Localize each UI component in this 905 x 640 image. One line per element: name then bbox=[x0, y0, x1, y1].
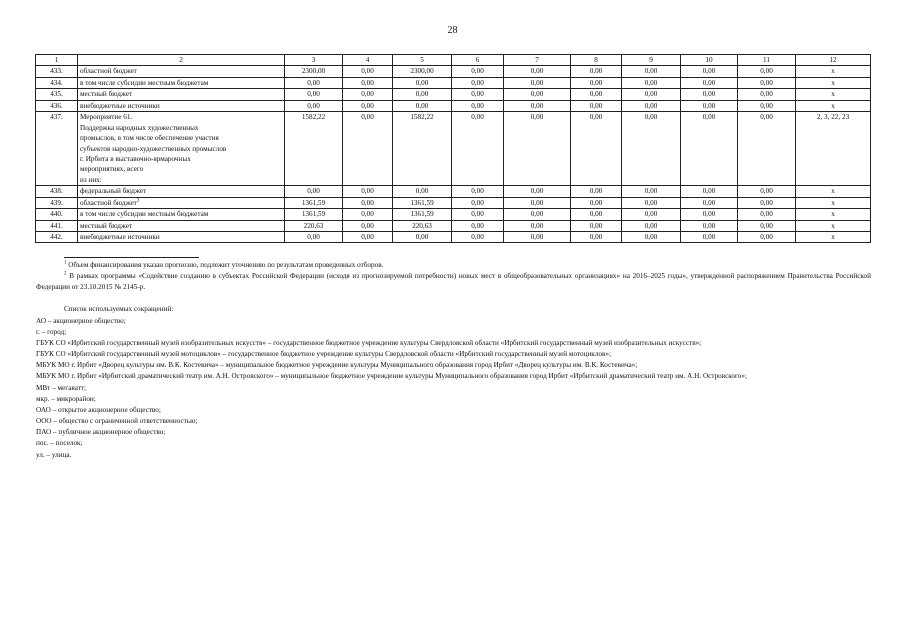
column-header: 2 bbox=[78, 55, 285, 66]
abbreviation-item: пос. – поселок; bbox=[36, 439, 83, 448]
value-cell: 0,00 bbox=[504, 100, 571, 111]
target-indicator-cell: х bbox=[796, 77, 871, 88]
row-name-line: мероприятиях, всего bbox=[80, 165, 144, 174]
value-cell: 0,00 bbox=[343, 89, 393, 100]
value-cell: 0,00 bbox=[285, 100, 343, 111]
abbreviation-item: МБУК МО г. Ирбит «Ирбитский драматический театр им. А.Н. Островского» – муниципальное бюджетное учреждение культуры Муниципального образования город Ирбит «Ирбитский драматический театр им. А.Н. Островского»; bbox=[36, 372, 747, 381]
value-cell: 0,00 bbox=[452, 220, 504, 231]
column-header: 3 bbox=[285, 55, 343, 66]
value-cell: 0,00 bbox=[452, 89, 504, 100]
value-cell: 0,00 bbox=[681, 89, 738, 100]
row-number: 437. bbox=[36, 112, 78, 186]
abbreviation-item: мкр. – микрорайон; bbox=[36, 394, 96, 403]
value-cell: 0,00 bbox=[622, 186, 681, 197]
row-number: 435. bbox=[36, 89, 78, 100]
footnote-2: $^2$ В рамках программы «Содействие созданию в субъектах Российской Федерации (исходя из прогнозируемой потребности) новых мест в общеобразовательных организациях» на 2016–2025 годы», утвержденной распоряжением Правительства Российской Федерации от 23.10.2015 № 2145-р. bbox=[36, 271, 871, 292]
value-cell: 0,00 bbox=[738, 112, 796, 186]
target-indicator-cell: х bbox=[796, 197, 871, 208]
value-cell: 0,00 bbox=[681, 112, 738, 186]
row-name bbox=[78, 89, 285, 100]
abbreviation-item: г. – город; bbox=[36, 327, 67, 336]
row-name-text: областной бюджет bbox=[80, 67, 137, 76]
value-cell: 1361,59 bbox=[393, 197, 452, 208]
footnote-mark: 3 bbox=[136, 198, 140, 204]
value-cell: 0,00 bbox=[343, 112, 393, 186]
target-indicator-cell: х bbox=[796, 232, 871, 243]
value-cell: 0,00 bbox=[393, 77, 452, 88]
column-header: 6 bbox=[452, 55, 504, 66]
value-cell: 0,00 bbox=[622, 112, 681, 186]
target-indicator-cell: х bbox=[796, 220, 871, 231]
value-cell: 0,00 bbox=[285, 77, 343, 88]
row-name-line: г. Ирбита в выставочно-ярмарочных bbox=[80, 154, 191, 163]
column-header: 8 bbox=[571, 55, 622, 66]
column-header: 5 bbox=[393, 55, 452, 66]
row-name bbox=[78, 66, 285, 77]
value-cell: 0,00 bbox=[452, 186, 504, 197]
table-row bbox=[36, 220, 871, 231]
value-cell: 220,63 bbox=[285, 220, 343, 231]
value-cell: 0,00 bbox=[622, 220, 681, 231]
value-cell: 2300,00 bbox=[285, 66, 343, 77]
value-cell: 0,00 bbox=[504, 220, 571, 231]
value-cell: 0,00 bbox=[452, 77, 504, 88]
value-cell: 0,00 bbox=[343, 66, 393, 77]
value-cell: 0,00 bbox=[681, 209, 738, 220]
value-cell: 0,00 bbox=[504, 186, 571, 197]
row-name bbox=[78, 220, 285, 231]
value-cell: 0,00 bbox=[452, 232, 504, 243]
row-number: 438. bbox=[36, 186, 78, 197]
value-cell: 0,00 bbox=[738, 77, 796, 88]
value-cell: 0,00 bbox=[452, 197, 504, 208]
value-cell: 0,00 bbox=[343, 100, 393, 111]
row-name-text: областной бюджет bbox=[80, 198, 137, 207]
value-cell: 0,00 bbox=[681, 186, 738, 197]
abbreviation-item: ГБУК СО «Ирбитский государственный музей мотоциклов» – государственное бюджетное учреждение культуры Свердловской области «Ирбитский государственный музей мотоциклов»; bbox=[36, 350, 611, 359]
table-row bbox=[36, 197, 871, 208]
value-cell: 0,00 bbox=[622, 77, 681, 88]
footnote-1: $^1$ Объем финансирования указан прогнозно, подлежит уточнению по результатам проведенных отборов. bbox=[64, 260, 384, 269]
column-header: 4 bbox=[343, 55, 393, 66]
row-name-text: в том числе субсидии местным бюджетам bbox=[80, 78, 209, 87]
column-header: 9 bbox=[622, 55, 681, 66]
row-name-line: Поддержка народных художественных bbox=[80, 123, 199, 132]
value-cell: 0,00 bbox=[393, 232, 452, 243]
table-row bbox=[36, 89, 871, 100]
value-cell: 0,00 bbox=[285, 186, 343, 197]
row-number: 439. bbox=[36, 197, 78, 208]
value-cell: 0,00 bbox=[622, 66, 681, 77]
table-row bbox=[36, 100, 871, 111]
value-cell: 0,00 bbox=[343, 232, 393, 243]
value-cell: 0,00 bbox=[571, 232, 622, 243]
target-indicator-cell: х bbox=[796, 186, 871, 197]
row-name bbox=[78, 232, 285, 243]
target-indicator-cell: х bbox=[796, 209, 871, 220]
value-cell: 0,00 bbox=[738, 220, 796, 231]
value-cell: 220,63 bbox=[393, 220, 452, 231]
abbreviation-item: МБУК МО г. Ирбит «Дворец культуры им. В.К. Костевича» – муниципальное бюджетное учреждение культуры Муниципального образования город Ирбит «Дворец культуры им. В.К. Костевича»; bbox=[36, 361, 638, 370]
value-cell: 0,00 bbox=[681, 197, 738, 208]
value-cell: 0,00 bbox=[504, 209, 571, 220]
value-cell: 0,00 bbox=[452, 209, 504, 220]
value-cell: 2300,00 bbox=[393, 66, 452, 77]
value-cell: 0,00 bbox=[571, 77, 622, 88]
value-cell: 0,00 bbox=[504, 89, 571, 100]
value-cell: 0,00 bbox=[504, 77, 571, 88]
value-cell: 0,00 bbox=[738, 186, 796, 197]
value-cell: 0,00 bbox=[571, 197, 622, 208]
value-cell: 0,00 bbox=[504, 112, 571, 186]
value-cell: 0,00 bbox=[504, 232, 571, 243]
footnote-divider bbox=[64, 257, 199, 258]
row-name-text: внебюджетные источники bbox=[80, 233, 160, 241]
abbreviation-item: АО – акционерное общество; bbox=[36, 316, 126, 325]
value-cell: 0,00 bbox=[738, 89, 796, 100]
row-name-text: федеральный бюджет bbox=[80, 187, 147, 196]
row-name-text: местный бюджет bbox=[80, 221, 133, 230]
value-cell: 0,00 bbox=[343, 209, 393, 220]
row-number: 440. bbox=[36, 209, 78, 220]
value-cell: 0,00 bbox=[343, 77, 393, 88]
row-name bbox=[78, 209, 285, 220]
row-number: 442. bbox=[36, 232, 78, 243]
abbreviations-title: Список используемых сокращений: bbox=[64, 305, 174, 314]
value-cell: 0,00 bbox=[622, 100, 681, 111]
row-name-text: внебюджетные источники bbox=[80, 101, 160, 110]
table-row bbox=[36, 112, 871, 186]
table-row bbox=[36, 66, 871, 77]
value-cell: 0,00 bbox=[738, 232, 796, 243]
value-cell: 0,00 bbox=[681, 100, 738, 111]
row-name-line: промыслов, в том числе обеспечение участия bbox=[80, 134, 219, 143]
value-cell: 1361,59 bbox=[393, 209, 452, 220]
value-cell: 0,00 bbox=[681, 77, 738, 88]
value-cell: 0,00 bbox=[393, 89, 452, 100]
value-cell: 0,00 bbox=[681, 66, 738, 77]
page-number: 28 bbox=[447, 25, 458, 36]
target-indicator-cell: 2, 3, 22, 23 bbox=[796, 112, 871, 186]
value-cell: 0,00 bbox=[571, 89, 622, 100]
target-indicator-cell: х bbox=[796, 89, 871, 100]
value-cell: 0,00 bbox=[681, 232, 738, 243]
row-number: 434. bbox=[36, 77, 78, 88]
budget-table bbox=[35, 54, 871, 243]
row-name-text: в том числе субсидии местным бюджетам bbox=[80, 210, 209, 219]
value-cell: 0,00 bbox=[571, 100, 622, 111]
value-cell: 0,00 bbox=[571, 220, 622, 231]
row-name bbox=[78, 112, 285, 186]
value-cell: 0,00 bbox=[738, 100, 796, 111]
value-cell: 0,00 bbox=[504, 66, 571, 77]
value-cell: 1361,59 bbox=[285, 209, 343, 220]
row-number: 433. bbox=[36, 66, 78, 77]
abbreviation-item: ПАО – публичное акционерное общество; bbox=[36, 428, 166, 437]
value-cell: 0,00 bbox=[393, 186, 452, 197]
row-name-line: Мероприятие 61. bbox=[80, 113, 133, 122]
value-cell: 0,00 bbox=[622, 232, 681, 243]
value-cell: 0,00 bbox=[622, 89, 681, 100]
target-indicator-cell: х bbox=[796, 66, 871, 77]
table-row bbox=[36, 186, 871, 197]
value-cell: 0,00 bbox=[343, 197, 393, 208]
row-number: 436. bbox=[36, 100, 78, 111]
row-name bbox=[78, 100, 285, 111]
abbreviation-item: ОАО – открытое акционерное общество; bbox=[36, 405, 161, 414]
abbreviation-item: ООО – общество с ограниченной ответственностью; bbox=[36, 417, 198, 426]
value-cell: 0,00 bbox=[622, 197, 681, 208]
value-cell: 1582,22 bbox=[285, 112, 343, 186]
value-cell: 0,00 bbox=[343, 186, 393, 197]
row-name-text: местный бюджет bbox=[80, 90, 133, 99]
target-indicator-cell: х bbox=[796, 100, 871, 111]
value-cell: 0,00 bbox=[571, 209, 622, 220]
row-name bbox=[78, 77, 285, 88]
value-cell: 0,00 bbox=[738, 66, 796, 77]
value-cell: 1361,59 bbox=[285, 197, 343, 208]
row-name bbox=[78, 197, 285, 208]
value-cell: 0,00 bbox=[571, 66, 622, 77]
value-cell: 0,00 bbox=[452, 66, 504, 77]
row-name bbox=[78, 186, 285, 197]
column-header: 11 bbox=[738, 55, 796, 66]
value-cell: 0,00 bbox=[452, 100, 504, 111]
abbreviation-item: МВт – мегаватт; bbox=[36, 383, 86, 392]
row-number: 441. bbox=[36, 220, 78, 231]
value-cell: 0,00 bbox=[393, 100, 452, 111]
value-cell: 0,00 bbox=[504, 197, 571, 208]
abbreviations-list bbox=[36, 316, 871, 461]
value-cell: 0,00 bbox=[571, 186, 622, 197]
table-row bbox=[36, 232, 871, 243]
value-cell: 0,00 bbox=[285, 232, 343, 243]
value-cell: 0,00 bbox=[452, 112, 504, 186]
value-cell: 0,00 bbox=[622, 209, 681, 220]
row-name-line: из них: bbox=[80, 175, 102, 184]
value-cell: 0,00 bbox=[738, 209, 796, 220]
value-cell: 0,00 bbox=[738, 197, 796, 208]
column-header: 12 bbox=[796, 55, 871, 66]
value-cell: 0,00 bbox=[681, 220, 738, 231]
column-header: 7 bbox=[504, 55, 571, 66]
column-header: 10 bbox=[681, 55, 738, 66]
row-name-line: субъектов народно-художественных промыслов bbox=[80, 144, 227, 153]
table-row bbox=[36, 209, 871, 220]
abbreviation-item: ул. – улица. bbox=[36, 450, 72, 459]
notes-section bbox=[36, 257, 871, 461]
table-header-row bbox=[36, 55, 871, 66]
abbreviation-item: ГБУК СО «Ирбитский государственный музей изобразительных искусств» – государственное бюджетное учреждение культуры Свердловской области «Ирбитский государственный музей изобразительных искусств»; bbox=[36, 338, 702, 347]
value-cell: 1582,22 bbox=[393, 112, 452, 186]
value-cell: 0,00 bbox=[571, 112, 622, 186]
column-header: 1 bbox=[36, 55, 78, 66]
value-cell: 0,00 bbox=[343, 220, 393, 231]
table-row bbox=[36, 77, 871, 88]
value-cell: 0,00 bbox=[285, 89, 343, 100]
